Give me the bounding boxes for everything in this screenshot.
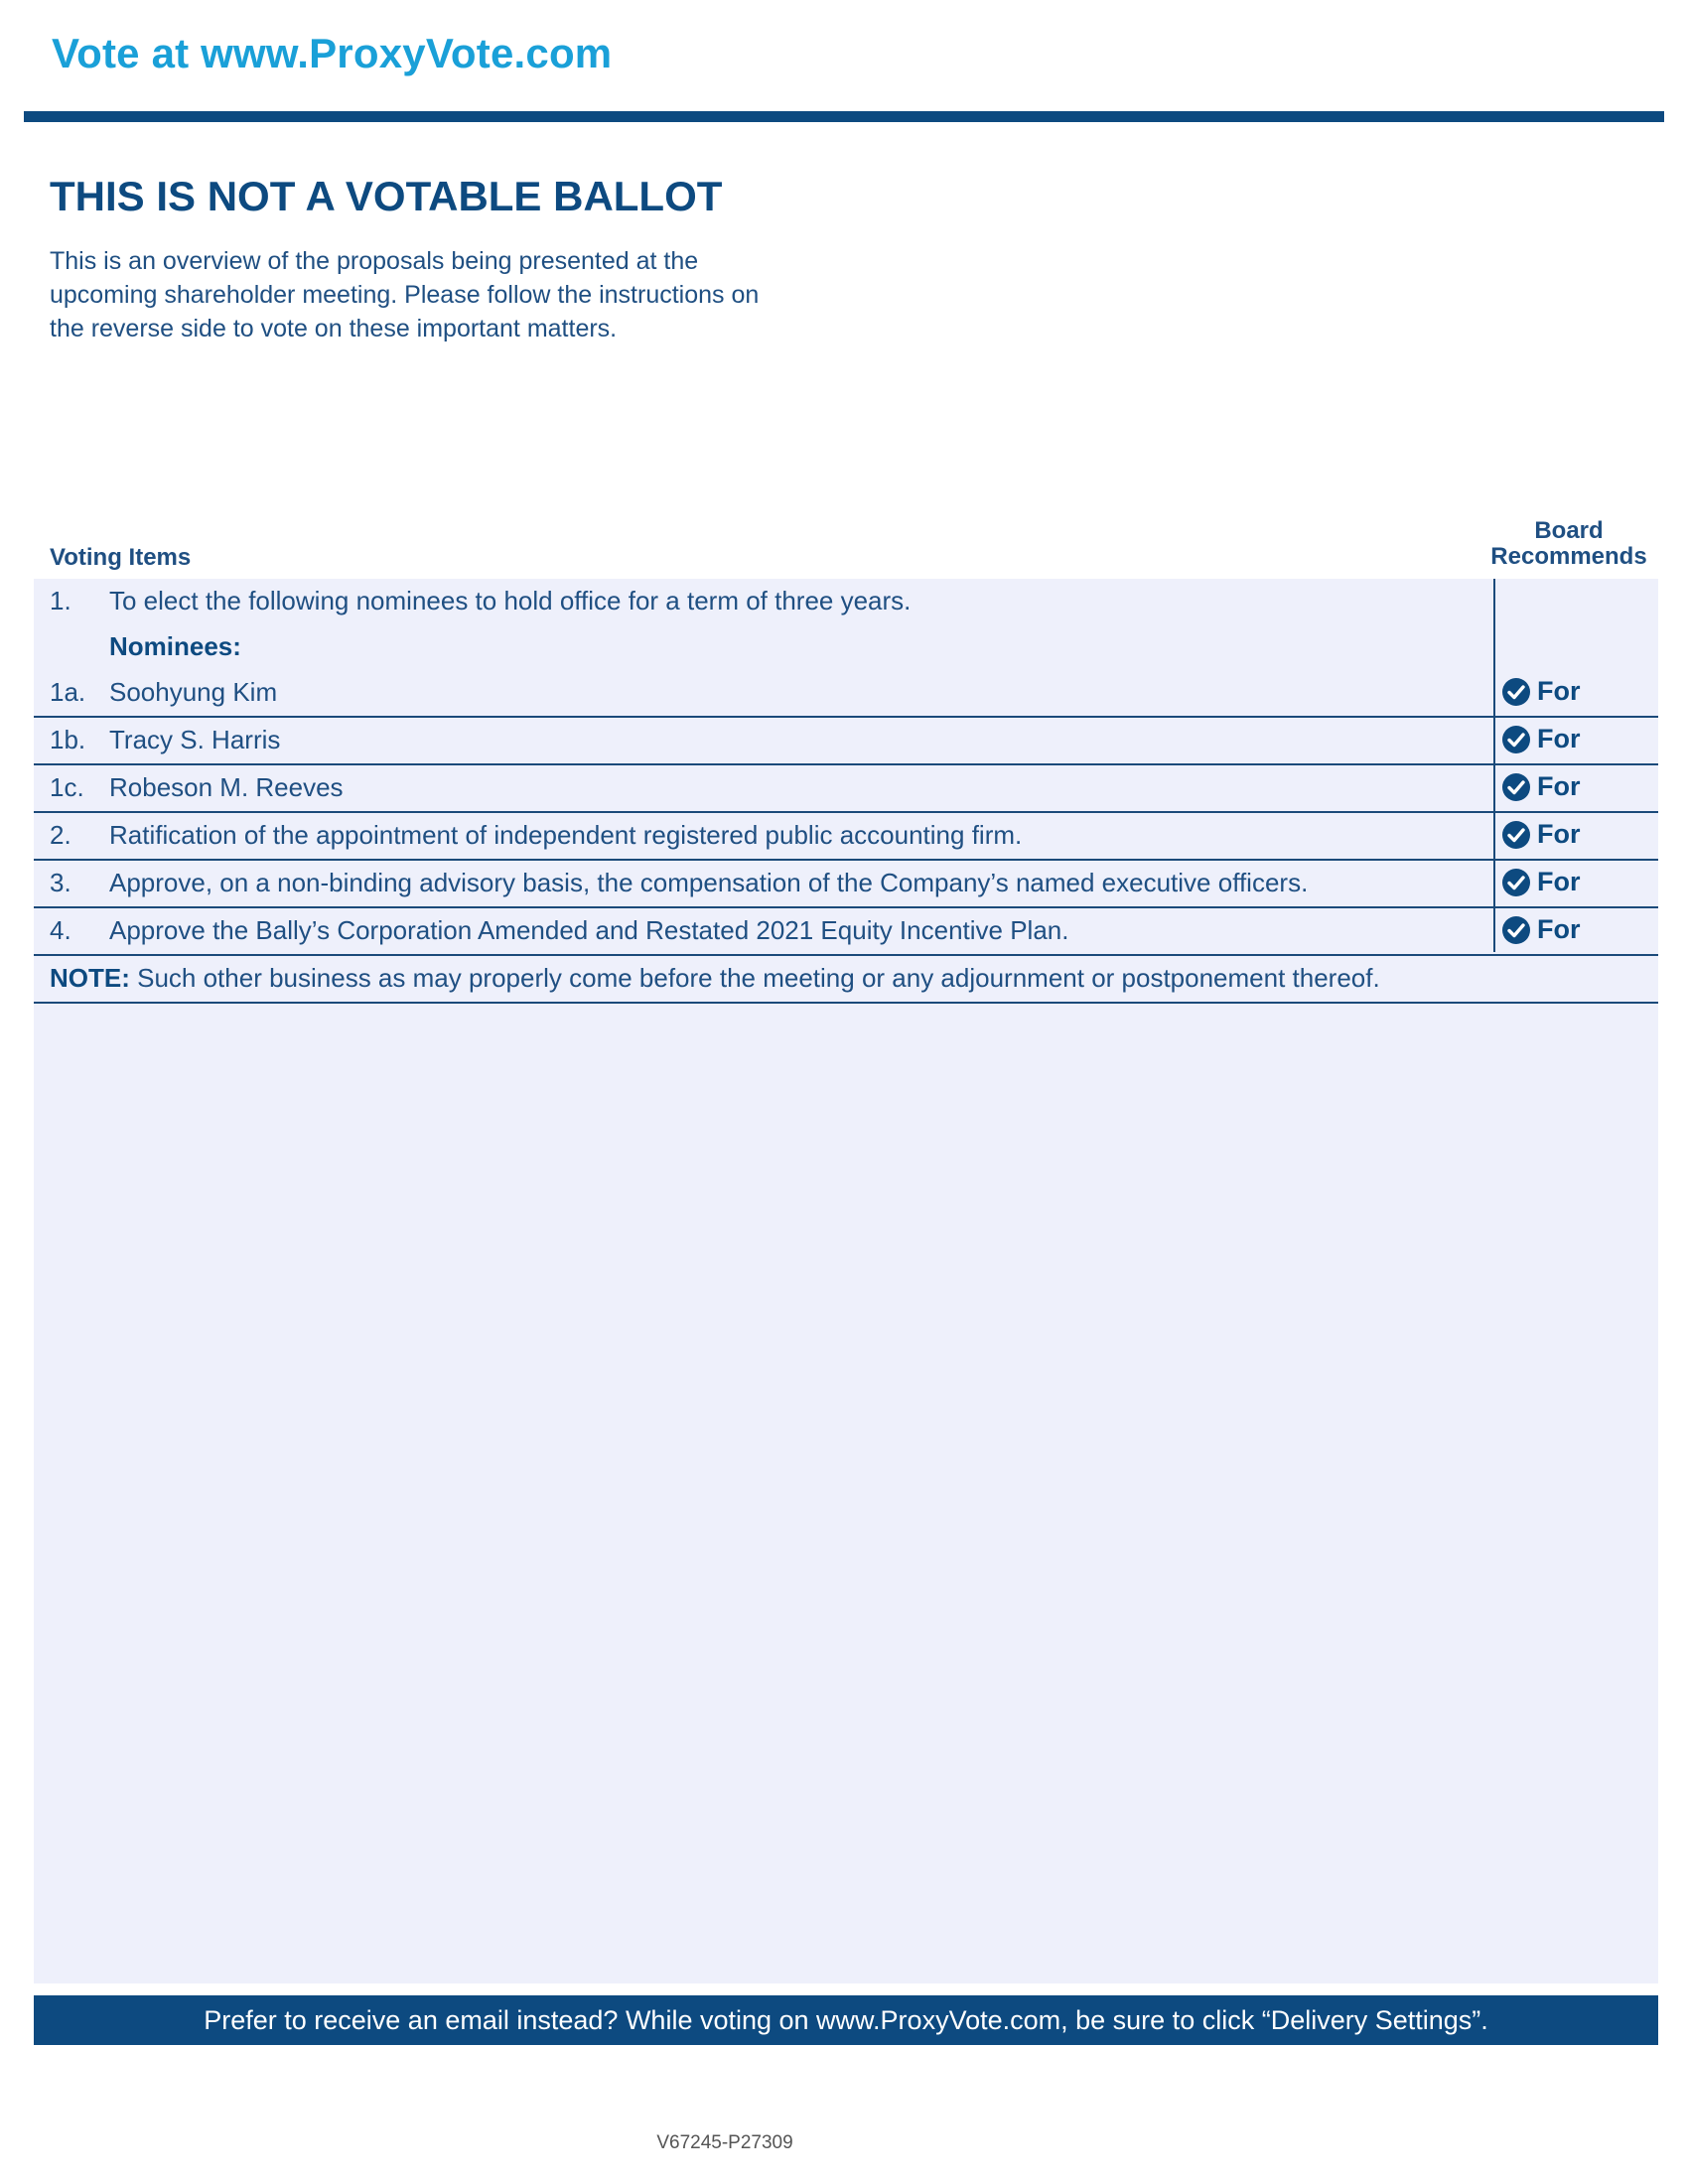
item-text: Approve the Bally’s Corporation Amended and Restated 2021 Equity Incentive Plan.: [109, 915, 1069, 945]
intro-line: the reverse side to vote on these important matters.: [50, 315, 618, 342]
voting-items-header: Voting Items: [50, 544, 192, 571]
check-circle-icon: [1501, 868, 1531, 897]
item-number: 2.: [50, 820, 71, 850]
table-row: [34, 718, 1658, 765]
table-row: [34, 765, 1658, 813]
board-recommendation: [1501, 771, 1581, 802]
board-recommendation: [1501, 819, 1581, 850]
board-recommends-header: [1489, 518, 1648, 570]
recommendation-label: For: [1537, 676, 1581, 706]
item-text: Tracy S. Harris: [109, 725, 281, 754]
board-recommendation: [1501, 724, 1581, 754]
table-row: [34, 579, 1658, 624]
note-row: [34, 956, 1658, 1004]
delivery-settings-banner: Prefer to receive an email instead? While voting on www.ProxyVote.com, be sure to click “Delivery Settings”.: [34, 1995, 1658, 2045]
note-body: Such other business as may properly come before the meeting or any adjournment or postponement thereof.: [129, 963, 1380, 993]
recommendation-label: For: [1537, 867, 1581, 896]
board-header-line: Board: [1534, 517, 1604, 544]
check-circle-icon: [1501, 725, 1531, 754]
document-code: V67245-P27309: [656, 2132, 793, 2153]
item-number: 3.: [50, 868, 71, 897]
check-circle-icon: [1501, 820, 1531, 850]
item-number: 1b.: [50, 725, 86, 754]
board-recommendation: [1501, 676, 1581, 707]
item-text: Ratification of the appointment of independent registered public accounting firm.: [109, 820, 1023, 850]
item-text: To elect the following nominees to hold office for a term of three years.: [109, 586, 912, 615]
note-text: [50, 963, 1380, 994]
item-text: Approve, on a non-binding advisory basis, the compensation of the Company’s named executive officers.: [109, 868, 1309, 897]
check-circle-icon: [1501, 915, 1531, 945]
intro-paragraph: [50, 244, 864, 345]
page-title: THIS IS NOT A VOTABLE BALLOT: [50, 173, 723, 219]
table-row: [34, 861, 1658, 908]
recommendation-label: For: [1537, 724, 1581, 753]
recommendation-label: For: [1537, 771, 1581, 801]
header-title[interactable]: Vote at www.ProxyVote.com: [52, 30, 613, 76]
item-number: 4.: [50, 915, 71, 945]
item-text: Soohyung Kim: [109, 677, 278, 707]
table-row: [34, 813, 1658, 861]
intro-line: This is an overview of the proposals being presented at the: [50, 247, 699, 275]
table-row: [34, 624, 1658, 670]
item-number: 1a.: [50, 677, 86, 707]
check-circle-icon: [1501, 677, 1531, 707]
item-number: 1.: [50, 586, 71, 615]
nominees-label: Nominees:: [109, 631, 241, 661]
board-header-line: Recommends: [1490, 543, 1647, 570]
intro-line: upcoming shareholder meeting. Please follow the instructions on: [50, 281, 760, 309]
table-row: [34, 908, 1658, 956]
recommendation-label: For: [1537, 819, 1581, 849]
board-recommendation: [1501, 914, 1581, 945]
item-number: 1c.: [50, 772, 84, 802]
note-label: NOTE:: [50, 963, 130, 993]
header-divider: [24, 111, 1664, 122]
table-row: [34, 670, 1658, 718]
check-circle-icon: [1501, 772, 1531, 802]
recommendation-label: For: [1537, 914, 1581, 944]
item-text: Robeson M. Reeves: [109, 772, 344, 802]
board-recommendation: [1501, 867, 1581, 897]
